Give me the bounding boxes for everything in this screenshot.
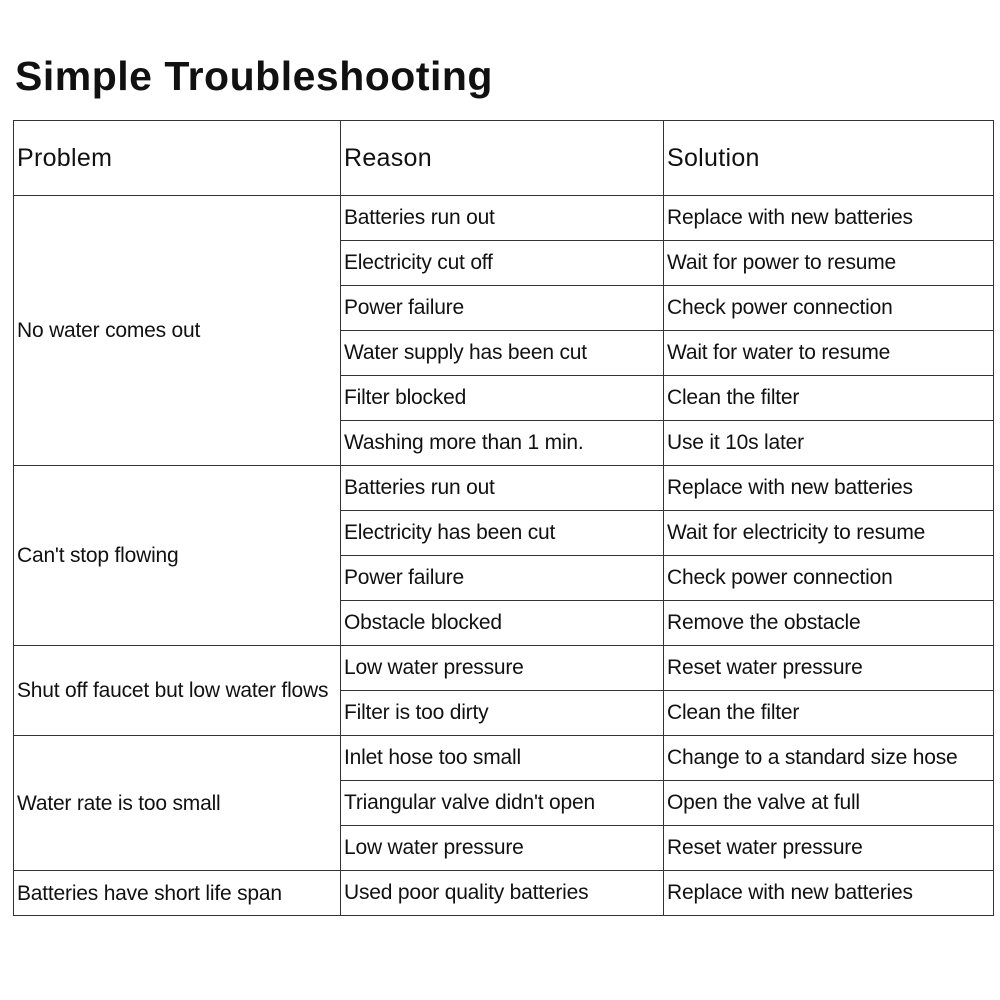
- reason-cell: Electricity cut off: [341, 241, 664, 286]
- reason-cell: Washing more than 1 min.: [341, 421, 664, 466]
- reason-cell: Inlet hose too small: [341, 736, 664, 781]
- solution-cell: Reset water pressure: [664, 826, 994, 871]
- problem-cell: Water rate is too small: [14, 736, 341, 871]
- reason-cell: Obstacle blocked: [341, 601, 664, 646]
- table-row: [14, 646, 994, 691]
- solution-cell: Check power connection: [664, 556, 994, 601]
- reason-cell: Batteries run out: [341, 466, 664, 511]
- solution-cell: Clean the filter: [664, 376, 994, 421]
- reason-cell: Electricity has been cut: [341, 511, 664, 556]
- reason-cell: Power failure: [341, 556, 664, 601]
- solution-cell: Remove the obstacle: [664, 601, 994, 646]
- solution-cell: Replace with new batteries: [664, 871, 994, 916]
- reason-cell: Used poor quality batteries: [341, 871, 664, 916]
- table-row: [14, 196, 994, 241]
- reason-cell: Water supply has been cut: [341, 331, 664, 376]
- solution-cell: Replace with new batteries: [664, 196, 994, 241]
- problem-cell: Can't stop flowing: [14, 466, 341, 646]
- reason-cell: Batteries run out: [341, 196, 664, 241]
- table-row: [14, 466, 994, 511]
- solution-cell: Use it 10s later: [664, 421, 994, 466]
- troubleshooting-table: [13, 120, 994, 916]
- header-reason: Reason: [341, 121, 664, 196]
- solution-cell: Change to a standard size hose: [664, 736, 994, 781]
- table-row: [14, 736, 994, 781]
- reason-cell: Filter blocked: [341, 376, 664, 421]
- solution-cell: Check power connection: [664, 286, 994, 331]
- solution-cell: Wait for water to resume: [664, 331, 994, 376]
- solution-cell: Wait for electricity to resume: [664, 511, 994, 556]
- reason-cell: Low water pressure: [341, 646, 664, 691]
- solution-cell: Reset water pressure: [664, 646, 994, 691]
- solution-cell: Wait for power to resume: [664, 241, 994, 286]
- solution-cell: Replace with new batteries: [664, 466, 994, 511]
- reason-cell: Triangular valve didn't open: [341, 781, 664, 826]
- page-title: Simple Troubleshooting: [15, 53, 493, 99]
- reason-cell: Low water pressure: [341, 826, 664, 871]
- table-row: [14, 871, 994, 916]
- header-problem: Problem: [14, 121, 341, 196]
- problem-cell: Batteries have short life span: [14, 871, 341, 916]
- reason-cell: Filter is too dirty: [341, 691, 664, 736]
- header-row: [14, 121, 994, 196]
- solution-cell: Clean the filter: [664, 691, 994, 736]
- solution-cell: Open the valve at full: [664, 781, 994, 826]
- reason-cell: Power failure: [341, 286, 664, 331]
- problem-cell: Shut off faucet but low water flows: [14, 646, 341, 736]
- problem-cell: No water comes out: [14, 196, 341, 466]
- header-solution: Solution: [664, 121, 994, 196]
